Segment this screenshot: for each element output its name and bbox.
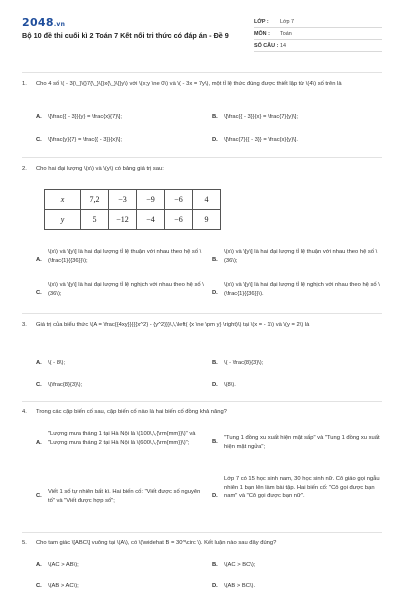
option-text: \(x\) và \[y\] là hai đại lượng tỉ lệ thuận với nhau theo hệ số \(36\); [224,249,378,264]
option-label: A. [36,440,42,446]
exam-title: Bộ 10 đề thi cuối kì 2 Toán 7 Kết nối tri thức có đáp án - Đề 9 [22,31,229,40]
meta-row-subject [254,28,382,40]
option-text: \[\frac{7}{{ - 3}} = \frac{x}{y}\]. [224,137,298,143]
option-label: B. [212,114,218,120]
divider [22,72,382,73]
value-table [44,189,221,230]
option-label: B. [212,360,218,366]
logo-main: 2048 [22,16,54,29]
option-text: \( - \frac{8}{3}\); [224,360,264,366]
option-label: D. [212,493,218,499]
divider [22,157,382,158]
option-text: \(x\) và \[y\] là hai đại lượng tỉ lệ nghịch với nhau theo hệ số \(36\); [48,282,204,297]
table-cell: −6 [165,190,193,210]
option-text: \(x\) và \[y\] là hai đại lượng tỉ lệ thuận với nhau theo hệ số \(\frac{1}{{36}}\); [48,249,202,264]
option-label: A. [36,562,42,568]
option-label: C. [36,583,42,589]
divider [22,401,382,402]
site-logo[interactable] [22,16,65,29]
table-cell: 4 [193,190,221,210]
option-label: B. [212,562,218,568]
exam-header [22,14,382,60]
table-cell: 9 [193,210,221,230]
option-text: \[\frac{y}{7} = \frac{{ - 3}}{x}\]; [48,137,122,143]
question-2 [22,165,382,175]
option-label: A. [36,257,42,263]
meta-key: LỚP : [254,18,269,25]
meta-key: SỐ CÂU : [254,42,279,49]
option-label: C. [36,493,42,499]
exam-meta [254,16,382,52]
table-cell: y [45,210,81,230]
option-text: \( - 8\); [48,360,66,366]
option-text: \(\frac{8}{3}\); [48,382,83,388]
question-text: Cho hai đại lượng \(x\) và \(y\) có bảng giá trị sau: [36,166,164,172]
table-cell: −12 [109,210,137,230]
divider [22,532,382,533]
meta-row-count [254,40,382,52]
question-text: Giá trị của biểu thức \(A = \frac{{4xy}}{{{x^2} - {y^2}}}\,\,\left( {x \ne \pm y} \right)\) tại \(x = - 1\) và \(y = 2\) là [36,322,310,328]
option-text: \[\frac{{ - 3}}{x} = \frac{7}{y}\]; [224,114,298,120]
option-text: "Lượng mưa tháng 1 tại Hà Nội là \(100\,\,{\rm{mm}}\)" và "Lượng mưa tháng 2 tại Hà Nội là \(600\,\,{\rm{mm}}\)"; [48,431,196,446]
option-text: \(8\). [224,382,236,388]
meta-value: Lớp 7 [280,18,295,25]
option-text: Lớp 7 có 15 học sinh nam, 30 học sinh nữ. Cô giáo gọi ngẫu nhiên 1 bạn lên làm bài tập. Hai biến cố: "Cô gọi được bạn nam" và "Cô gọi được bạn nữ". [224,476,380,499]
option-label: A. [36,360,42,366]
option-label: B. [212,257,218,263]
table-cell: −4 [137,210,165,230]
table-row [45,190,221,210]
option-label: C. [36,137,42,143]
divider [22,313,382,314]
meta-value: Toán [280,30,292,37]
table-cell: 5 [81,210,109,230]
logo-sub: .vn [53,21,66,28]
question-5 [22,539,382,549]
table-cell: −6 [165,210,193,230]
option-label: C. [36,382,42,388]
table-cell: −9 [137,190,165,210]
option-text: \(AB > BC\). [224,583,256,589]
question-number: 3. [22,322,27,328]
question-3 [22,321,382,341]
meta-row-grade [254,16,382,28]
option-text: \(x\) và \[y\] là hai đại lượng tỉ lệ nghịch với nhau theo hệ số \(\frac{1}{{36}}\). [224,282,380,297]
question-4 [22,408,382,418]
option-label: A. [36,114,42,120]
option-label: B. [212,439,218,445]
option-label: C. [36,290,42,296]
option-label: D. [212,290,218,296]
question-text: Trong các cặp biến cố sau, cặp biến cố nào là hai biến cố đồng khả năng? [36,409,227,415]
option-label: D. [212,137,218,143]
table-cell: 7,2 [81,190,109,210]
question-text: Cho 4 số \( - 3{\_}\{}7{\_}\{}x{\_}\{}y\) với \(x;y \ne 0\) và \( - 3x = 7y\), một tỉ lệ thức đúng được thiết lập từ \(4\) số trên là [36,81,342,87]
question-text: Cho tam giác \[ABC\] vuông tại \(A\), có \(\widehat B = 30^\circ \). Kết luận nào sau đây đúng? [36,540,277,546]
question-number: 2. [22,166,27,172]
option-label: D. [212,382,218,388]
option-label: D. [212,583,218,589]
table-row [45,210,221,230]
option-text: \(AC > BC\); [224,562,256,568]
table-cell: x [45,190,81,210]
question-number: 4. [22,409,27,415]
table-cell: −3 [109,190,137,210]
question-number: 5. [22,540,27,546]
option-text: "Tung 1 đồng xu xuất hiện mặt sấp" và "Tung 1 đồng xu xuất hiện mặt ngửa"; [224,435,380,450]
option-text: Viết 1 số tự nhiên bất kì. Hai biến cố: "Viết được số nguyên tố" và "Viết được hợp số"; [48,489,201,504]
meta-key: MÔN : [254,30,270,37]
option-text: \(AC > AB\); [48,562,79,568]
meta-value: 14 [280,42,286,49]
question-1 [22,80,382,100]
option-text: \[\frac{{ - 3}}{y} = \frac{x}{7}\]; [48,114,122,120]
question-number: 1. [22,81,27,87]
option-text: \(AB > AC\); [48,583,79,589]
